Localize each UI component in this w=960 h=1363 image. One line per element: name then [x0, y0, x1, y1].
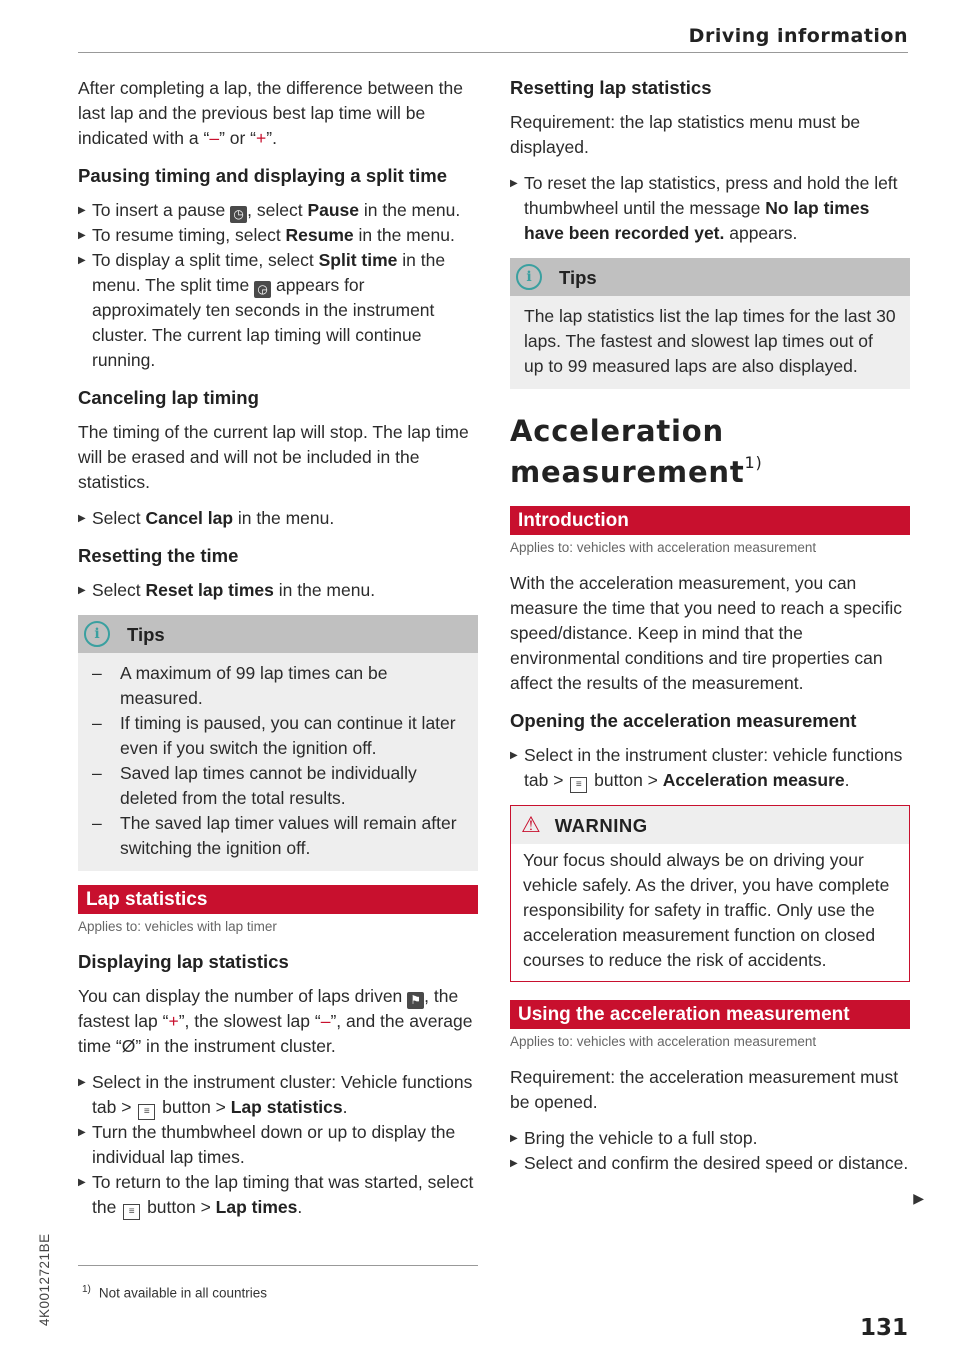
footnote-rule — [78, 1265, 478, 1266]
opening-heading: Opening the acceleration measurement — [510, 710, 857, 731]
step-resume: ▶ To resume timing, select Resume in the menu. — [78, 223, 478, 248]
tip-item: – If timing is paused, you can continue it later even if you switch the ignition off. — [92, 711, 464, 761]
step-select-speed: ▶ Select and confirm the desired speed or distance. — [510, 1151, 910, 1176]
page-header-title: Driving information — [688, 25, 908, 47]
plus-sign: + — [256, 128, 267, 148]
step-full-stop: ▶ Bring the vehicle to a full stop. — [510, 1126, 910, 1151]
displaying-lap-stats-heading: Displaying lap statistics — [78, 951, 289, 972]
pause-heading: Pausing timing and displaying a split time — [78, 165, 448, 186]
menu-icon: ≡ — [123, 1204, 140, 1220]
cancel-heading: Canceling lap timing — [78, 387, 259, 408]
tip-item: – A maximum of 99 lap times can be measured. — [92, 661, 464, 711]
tip-item: – Saved lap times cannot be individually deleted from the total results. — [92, 761, 464, 811]
left-column — [78, 76, 478, 1232]
resetting-lap-stats-text: Requirement: the lap statistics menu must be displayed. — [510, 112, 861, 157]
pause-steps — [78, 198, 478, 373]
tips-box-left — [78, 615, 478, 871]
step-return-lap-timing: ▶ To return to the lap timing that was started, select the ≡ button > Lap times. — [78, 1170, 478, 1220]
document-code: 4K0012721BE — [37, 1233, 52, 1326]
continue-arrow-icon: ▶ — [913, 1190, 924, 1206]
reset-heading: Resetting the time — [78, 545, 239, 566]
section-bar-using: Using the acceleration measurement — [510, 1000, 910, 1029]
tips-box-right — [510, 258, 910, 389]
section-bar-lap-statistics: Lap statistics — [78, 885, 478, 914]
step-insert-pause: ▶ To insert a pause ◷ , select Pause in the menu. — [78, 198, 478, 223]
step-cancel-lap: ▶ Select Cancel lap in the menu. — [78, 506, 478, 531]
resetting-lap-stats-heading: Resetting lap statistics — [510, 77, 712, 98]
info-icon: i — [84, 621, 110, 647]
chapter-title: Acceleration measurement$^{1)}$ — [510, 414, 763, 489]
step-split-time: ▶ To display a split time, select Split time in the menu. The split time ◶ appears for approximately ten seconds in the instrument cluster. The current lap timing will continue running. — [78, 248, 478, 373]
warning-box — [510, 805, 910, 982]
step-turn-thumbwheel: ▶ Turn the thumbwheel down or up to display the individual lap times. — [78, 1120, 478, 1170]
right-column — [510, 76, 910, 1188]
menu-icon: ≡ — [138, 1104, 155, 1120]
applies-to-note: Applies to: vehicles with lap timer — [78, 919, 277, 934]
warning-triangle-icon: ⚠ — [521, 812, 541, 837]
minus-sign: – — [209, 128, 220, 148]
step-open-acceleration: ▶ Select in the instrument cluster: vehicle functions tab > ≡ button > Acceleration measure. — [510, 743, 910, 793]
step-select-lap-statistics: ▶ Select in the instrument cluster: Vehicle functions tab > ≡ button > Lap statistics. — [78, 1070, 478, 1120]
split-time-icon: ◶ — [254, 281, 271, 298]
step-reset-lap-times: ▶ Select Reset lap times in the menu. — [78, 578, 478, 603]
footnote: $^{1)}$ Not available in all countries — [82, 1284, 267, 1301]
menu-icon: ≡ — [570, 777, 587, 793]
pause-icon: ◷ — [230, 206, 247, 223]
applies-to-note: Applies to: vehicles with acceleration measurement — [510, 1034, 817, 1049]
info-icon: i — [516, 264, 542, 290]
applies-to-note: Applies to: vehicles with acceleration measurement — [510, 540, 817, 555]
warning-text: Your focus should always be on driving your vehicle safely. As the driver, you have complete responsibility for safety in traffic. Only use the acceleration measurement function on closed courses to reduce the risk of accidents. — [523, 850, 890, 970]
warning-label: WARNING — [554, 814, 648, 836]
using-requirement-text: Requirement: the acceleration measurement must be opened. — [510, 1067, 899, 1112]
lap-stats-text: You can display the number of laps driven ⚑ , the fastest lap “+”, the slowest lap “–”, and the average time “Ø” in the instrument cluster. — [78, 986, 473, 1056]
step-reset-lap-stats: ▶ To reset the lap statistics, press and hold the left thumbwheel until the message No lap times have been recorded yet. appears. — [510, 171, 910, 246]
tips-label: Tips — [127, 623, 165, 645]
tips-label: Tips — [559, 266, 597, 288]
header-rule — [78, 52, 908, 53]
page-number: 131 — [859, 1315, 908, 1341]
tips-text: The lap statistics list the lap times for the last 30 laps. The fastest and slowest lap times out of up to 99 measured laps are also displayed. — [524, 306, 896, 376]
lap-difference-text: After completing a lap, the difference between the last lap and the previous best lap time will be indicated with a “–” or “+”. — [78, 78, 463, 148]
cancel-text: The timing of the current lap will stop. The lap time will be erased and will not be included in the statistics. — [78, 422, 469, 492]
footnote-mark: 1) — [744, 453, 763, 472]
flag-icon: ⚑ — [407, 992, 424, 1009]
section-bar-introduction: Introduction — [510, 506, 910, 535]
introduction-text: With the acceleration measurement, you can measure the time that you need to reach a specific speed/distance. Keep in mind that the environmental conditions and tire properties can affect the results of the measurement. — [510, 573, 903, 693]
tip-item: – The saved lap timer values will remain after switching the ignition off. — [92, 811, 464, 861]
